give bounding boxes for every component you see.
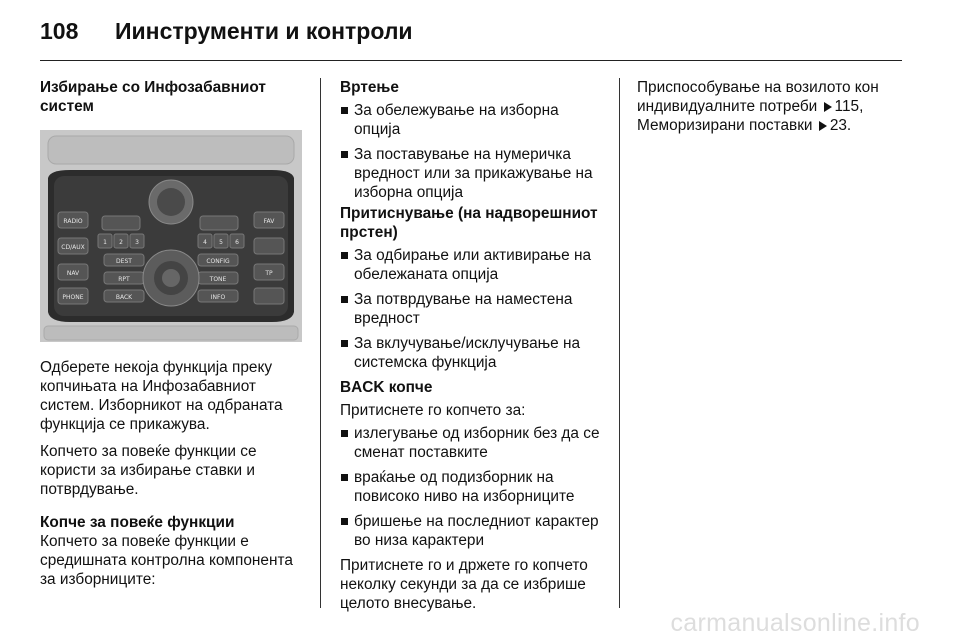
list-item: враќање од подизборник на повисоко ниво на изборниците (340, 468, 608, 506)
list-item: За поставување на нумеричка вредност или за прикажување на изборна опција (340, 145, 608, 202)
page-title: Иинструменти и контроли (115, 18, 413, 44)
page-reference-arrow-icon (824, 102, 832, 112)
photo-label-radio: RADIO (63, 218, 83, 225)
column-3 (637, 78, 907, 135)
page-reference[interactable]: 115, (834, 98, 864, 115)
column-2 (340, 78, 608, 613)
heading-turning: Вртење (340, 79, 399, 96)
paragraph-hold-back: Притиснете го и држете го копчето неколку секунди за да се избрише целото внесување. (340, 557, 588, 612)
section-heading-selection: Избирање со Инфозабавниот систем (40, 79, 266, 115)
paragraph-multifunction-usage: Копчето за повеќе функции се користи за избирање ставки и потврдување. (40, 443, 257, 498)
photo-label-dest: DEST (116, 258, 132, 265)
photo-label-tone: TONE (209, 276, 227, 283)
page-reference[interactable]: 23. (829, 117, 852, 134)
list-item: бришење на последниот карактер во низа карактери (340, 512, 608, 550)
list-item: За потврдување на наместена вредност (340, 290, 608, 328)
watermark: carmanualsonline.info (670, 609, 920, 637)
column-1 (40, 78, 306, 589)
page-reference-arrow-icon (819, 121, 827, 131)
photo-label-back: BACK (115, 294, 133, 301)
column-divider-1 (320, 78, 321, 608)
cross-reference-text: Приспособување на возилото кон индивидуалните потреби (637, 79, 879, 115)
photo-label-info: INFO (210, 294, 226, 301)
photo-label-4: 4 (203, 239, 207, 246)
photo-label-2: 2 (119, 239, 123, 246)
photo-label-nav: NAV (66, 270, 80, 277)
control-panel-photo (40, 130, 302, 342)
photo-label-6: 6 (235, 239, 239, 246)
photo-label-3: 3 (135, 239, 139, 246)
list-item: излегување од изборник без да се сменат поставките (340, 424, 608, 462)
page-number: 108 (40, 18, 79, 44)
cross-reference-personalization (637, 78, 907, 135)
paragraph-select-function: Одберете некоја функција преку копчињата на Инфозабавниот систем. Изборникот на одбраната функција се прикажува. (40, 359, 283, 433)
heading-pressing: Притиснување (на надворешниот прстен) (340, 205, 598, 241)
photo-label-cdaux: CD/AUX (61, 244, 85, 251)
photo-label-config: CONFIG (206, 258, 230, 265)
cross-reference-text: Меморизирани поставки (637, 117, 813, 134)
photo-label-phone: PHONE (62, 294, 84, 301)
paragraph-multifunction-description: Копчето за повеќе функции е средишната контролна компонента за изборниците: (40, 533, 293, 588)
column-divider-2 (619, 78, 620, 608)
subheading-multifunction-knob: Копче за повеќе функции (40, 514, 235, 531)
header-rule (40, 60, 902, 61)
list-item: За одбирање или активирање на обележаната опција (340, 246, 608, 284)
photo-label-fav: FAV (263, 218, 275, 225)
paragraph-back-intro: Притиснете го копчето за: (340, 402, 526, 419)
page-header (40, 18, 413, 48)
photo-label-1: 1 (103, 239, 107, 246)
photo-label-rpt: RPT (118, 276, 130, 283)
heading-back-button: BACK копче (340, 379, 433, 396)
list-item: За вклучување/исклучување на системска функција (340, 334, 608, 372)
photo-label-tp: TP (265, 270, 273, 277)
photo-label-5: 5 (219, 239, 223, 246)
list-item: За обележување на изборна опција (340, 101, 608, 139)
